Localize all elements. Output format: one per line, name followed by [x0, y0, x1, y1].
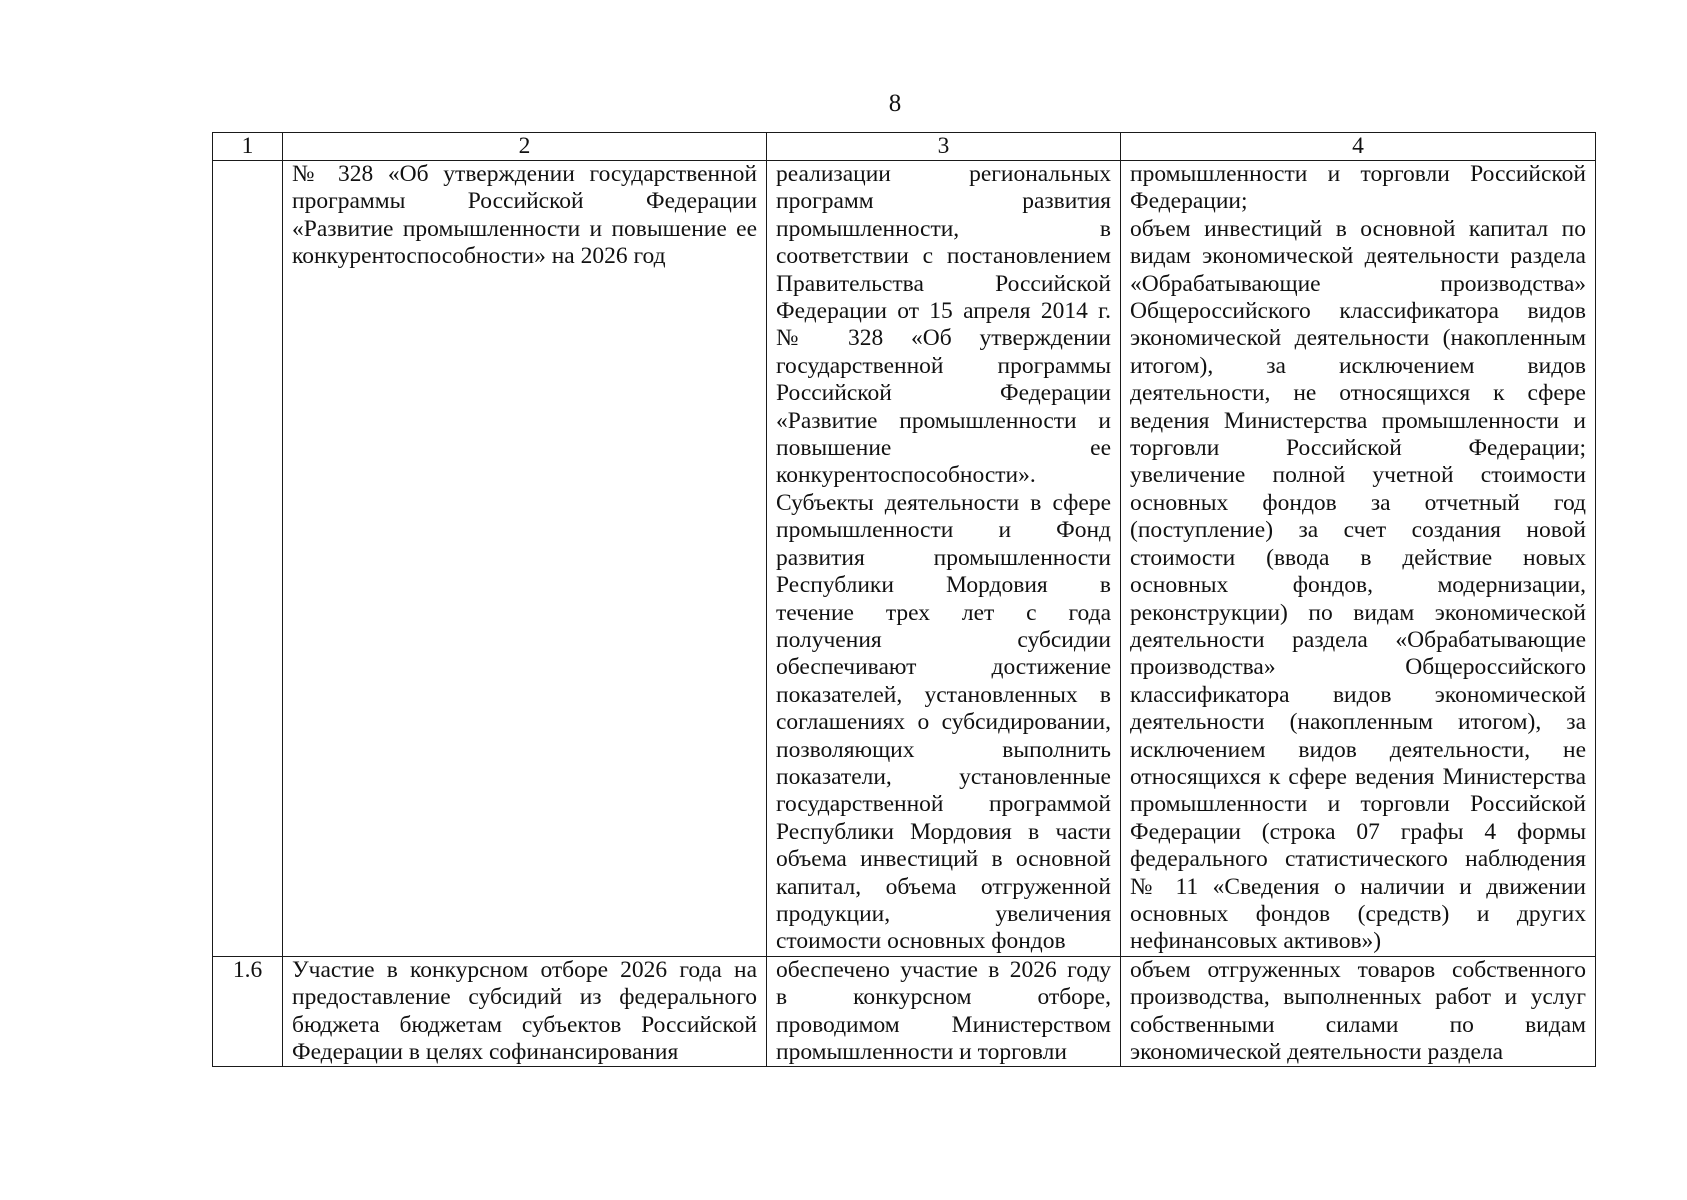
text-line: производства, выполненных работ и услуг — [1130, 984, 1586, 1011]
text-line: «Развитие промышленности и повышение ее — [292, 215, 757, 242]
text-line: Российской Федерации — [776, 380, 1111, 407]
header-cell-2: 2 — [283, 133, 767, 161]
text-line: течение трех лет с года — [776, 599, 1111, 626]
text-line: Федерации в целях софинансирования — [292, 1039, 679, 1065]
text-line: федерального статистического наблюдения — [1130, 846, 1586, 873]
header-cell-4: 4 — [1121, 133, 1596, 161]
text-line: соглашениях о субсидировании, — [776, 709, 1111, 736]
text-line: Федерации от 15 апреля 2014 г. — [776, 298, 1111, 325]
table-row — [213, 161, 1596, 957]
text-line: промышленности и торговли Российской — [1130, 161, 1586, 187]
text-line: государственной программой — [776, 791, 1111, 818]
text-line: продукции, увеличения — [776, 900, 1111, 927]
row-number-cell — [213, 161, 283, 957]
text-line: основных фондов за отчетный год — [1130, 489, 1586, 516]
text-line: относящихся к сфере ведения Министерства — [1130, 763, 1586, 790]
text-line: итогом), за исключением видов — [1130, 352, 1586, 379]
result-cell — [767, 161, 1121, 957]
text-line: промышленности и торговли — [776, 1039, 1067, 1065]
text-line: промышленности, в — [776, 215, 1111, 242]
text-line: программы Российской Федерации — [292, 188, 757, 215]
header-cell-1: 1 — [213, 133, 283, 161]
activity-cell — [283, 956, 767, 1067]
text-line: Федерации; — [1130, 188, 1248, 215]
table-header-row — [213, 133, 1596, 161]
text-line: показателей, установленных в — [776, 681, 1111, 708]
text-line: объем инвестиций в основной капитал по — [1130, 215, 1586, 242]
text-line: экономической деятельности раздела — [1130, 1039, 1504, 1065]
text-line: позволяющих выполнить — [776, 736, 1111, 763]
text-line: проводимом Министерством — [776, 1011, 1111, 1038]
text-line: Федерации (строка 07 графы 4 формы — [1130, 818, 1586, 845]
text-line: Республики Мордовия в — [776, 572, 1111, 599]
text-line: показатели, установленные — [776, 763, 1111, 790]
text-line: деятельности, не относящихся к сфере — [1130, 380, 1586, 407]
text-line: исключением видов деятельности, не — [1130, 736, 1586, 763]
text-line: собственными силами по видам — [1130, 1011, 1586, 1038]
text-line: бюджета бюджетам субъектов Российской — [292, 1011, 757, 1038]
text-line: соответствии с постановлением — [776, 243, 1111, 270]
text-line: обеспечено участие в 2026 году — [776, 956, 1111, 983]
text-line: деятельности (накопленным итогом), за — [1130, 709, 1586, 736]
text-line: увеличение полной учетной стоимости — [1130, 462, 1586, 489]
row-number-cell: 1.6 — [213, 956, 283, 1067]
text-line: основных фондов (средств) и других — [1130, 900, 1586, 927]
indicator-cell — [1121, 956, 1596, 1067]
text-line: обеспечивают достижение — [776, 654, 1111, 681]
text-line: реализации региональных — [776, 161, 1111, 187]
text-line: промышленности и торговли Российской — [1130, 791, 1586, 818]
text-line: торговли Российской Федерации; — [1130, 435, 1586, 462]
text-line: предоставление субсидий из федерального — [292, 984, 757, 1011]
text-line: Участие в конкурсном отборе 2026 года на — [292, 956, 757, 983]
text-line: промышленности и Фонд — [776, 517, 1111, 544]
indicator-cell — [1121, 161, 1596, 957]
text-line: № 328 «Об утверждении — [776, 325, 1111, 352]
text-line: нефинансовых активов») — [1130, 928, 1382, 955]
document-table — [212, 132, 1596, 1067]
page-number: 8 — [888, 90, 902, 117]
header-cell-3: 3 — [767, 133, 1121, 161]
text-line: капитал, объема отгруженной — [776, 873, 1111, 900]
text-line: объем отгруженных товаров собственного — [1130, 956, 1586, 983]
text-line: получения субсидии — [776, 626, 1111, 653]
text-line: № 11 «Сведения о наличии и движении — [1130, 873, 1586, 900]
text-line: производства» Общероссийского — [1130, 654, 1586, 681]
text-line: «Развитие промышленности и — [776, 407, 1111, 434]
text-line: Правительства Российской — [776, 270, 1111, 297]
text-line: Республики Мордовия в части — [776, 818, 1111, 845]
text-line: стоимости (ввода в действие новых — [1130, 544, 1586, 571]
text-line: в конкурсном отборе, — [776, 984, 1111, 1011]
text-line: «Обрабатывающие производства» — [1130, 270, 1586, 297]
text-line: экономической деятельности (накопленным — [1130, 325, 1586, 352]
text-line: конкурентоспособности». — [776, 462, 1036, 489]
text-line: реконструкции) по видам экономической — [1130, 599, 1586, 626]
text-line: деятельности раздела «Обрабатывающие — [1130, 626, 1586, 653]
text-line: повышение ее — [776, 435, 1111, 462]
text-line: (поступление) за счет создания новой — [1130, 517, 1586, 544]
text-line: объема инвестиций в основной — [776, 846, 1111, 873]
text-line: конкурентоспособности» на 2026 год — [292, 243, 666, 270]
text-line: программ развития — [776, 188, 1111, 215]
text-line: классификатора видов экономической — [1130, 681, 1586, 708]
text-line: государственной программы — [776, 352, 1111, 379]
activity-cell — [283, 161, 767, 957]
text-line: ведения Министерства промышленности и — [1130, 407, 1586, 434]
text-line: видам экономической деятельности раздела — [1130, 243, 1586, 270]
result-cell — [767, 956, 1121, 1067]
text-line: развития промышленности — [776, 544, 1111, 571]
text-line: Общероссийского классификатора видов — [1130, 298, 1586, 325]
text-line: Субъекты деятельности в сфере — [776, 489, 1111, 516]
text-line: № 328 «Об утверждении государственной — [292, 161, 757, 187]
table-row — [213, 956, 1596, 1067]
text-line: стоимости основных фондов — [776, 928, 1066, 955]
text-line: основных фондов, модернизации, — [1130, 572, 1586, 599]
